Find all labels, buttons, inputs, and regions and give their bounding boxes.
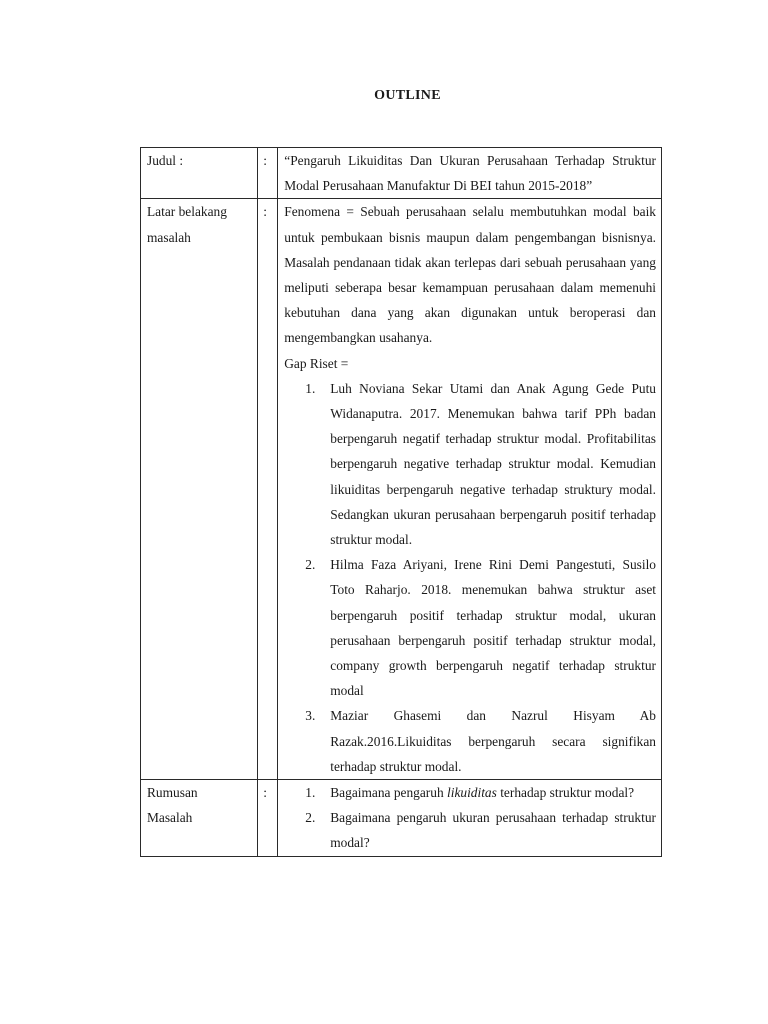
colon-judul	[258, 148, 278, 199]
rumusan-item-1-after: terhadap struktur modal?	[496, 785, 635, 801]
colon-latar-text: :	[263, 204, 267, 220]
content-latar	[278, 199, 662, 780]
gap-riset-list	[284, 376, 656, 779]
rumusan-item-2-num: 2.	[305, 810, 316, 826]
label-rumusan	[141, 780, 258, 857]
label-judul-text: Judul :	[147, 153, 184, 168]
content-rumusan	[278, 780, 662, 857]
rumusan-item-1-before: Bagaimana pengaruh	[330, 785, 447, 801]
gap-item-3-num: 3.	[305, 708, 316, 724]
judul-text: “Pengaruh Likuiditas Dan Ukuran Perusahaan Terhadap Struktur Modal Perusahaan Manufaktur Di BEI tahun 2015-2018”	[284, 153, 656, 194]
gap-item-3-text: Maziar Ghasemi dan Nazrul Hisyam Ab Razak.2016.Likuiditas berpengaruh secara signifikan terhadap struktur modal.	[330, 708, 656, 774]
label-rumusan-line2: Masalah	[147, 810, 193, 826]
label-latar-line2: masalah	[147, 229, 191, 245]
gap-item-3	[305, 703, 656, 779]
colon-latar	[258, 199, 278, 780]
gap-item-1-text: Luh Noviana Sekar Utami dan Anak Agung Gede Putu Widanaputra. 2017. Menemukan bahwa tarif PPh badan berpengaruh negatif terhadap struktur modal. Profitabilitas berpengaruh negative terhadap struktur modal. Kemudian likuiditas berpengaruh negative terhadap struktury modal. Sedangkan ukuran perusahaan berpengaruh positif terhadap struktur modal.	[330, 380, 656, 548]
rumusan-item-1	[305, 780, 656, 805]
gap-item-2	[305, 552, 656, 703]
rumusan-item-1-italic: likuiditas	[447, 785, 497, 801]
rumusan-item-2	[305, 805, 656, 855]
gap-item-2-num: 2.	[305, 557, 316, 573]
colon-rumusan-text: :	[263, 785, 267, 801]
row-rumusan-masalah	[141, 780, 662, 857]
row-latar-belakang	[141, 199, 662, 780]
fenomena-paragraph: Fenomena = Sebuah perusahaan selalu membutuhkan modal baik untuk pembukaan bisnis maupun dalam pengembangan bisnisnya. Masalah pendanaan tidak akan terlepas dari sebuah perusahaan yang meliputi seberapa besar kemampuan perusahaan dalam memenuhi kebutuhan dana yang akan digunakan untuk beroperasi dan mengembangkan usahanya.	[284, 204, 656, 346]
rumusan-item-2-text: Bagaimana pengaruh ukuran perusahaan terhadap struktur modal?	[330, 810, 656, 851]
colon-judul-text: :	[263, 153, 267, 168]
rumusan-list	[284, 780, 656, 856]
gap-item-1	[305, 376, 656, 552]
row-judul	[141, 148, 662, 199]
gap-item-2-text: Hilma Faza Ariyani, Irene Rini Demi Pangestuti, Susilo Toto Raharjo. 2018. menemukan bahwa struktur aset berpengaruh positif terhadap struktur modal, ukuran perusahaan berpengaruh positif terhadap struktur modal, company growth berpengaruh negatif terhadap struktur modal	[330, 557, 656, 699]
label-latar-line1: Latar belakang	[147, 204, 227, 220]
colon-rumusan	[258, 780, 278, 857]
page-title: OUTLINE	[374, 88, 441, 103]
gap-riset-heading: Gap Riset =	[284, 355, 349, 371]
gap-item-1-num: 1.	[305, 380, 316, 396]
label-judul	[141, 148, 258, 199]
content-judul	[278, 148, 662, 199]
outline-table	[140, 147, 662, 857]
label-latar-belakang	[141, 199, 258, 780]
label-rumusan-line1: Rumusan	[147, 785, 198, 801]
rumusan-item-1-num: 1.	[305, 785, 316, 801]
